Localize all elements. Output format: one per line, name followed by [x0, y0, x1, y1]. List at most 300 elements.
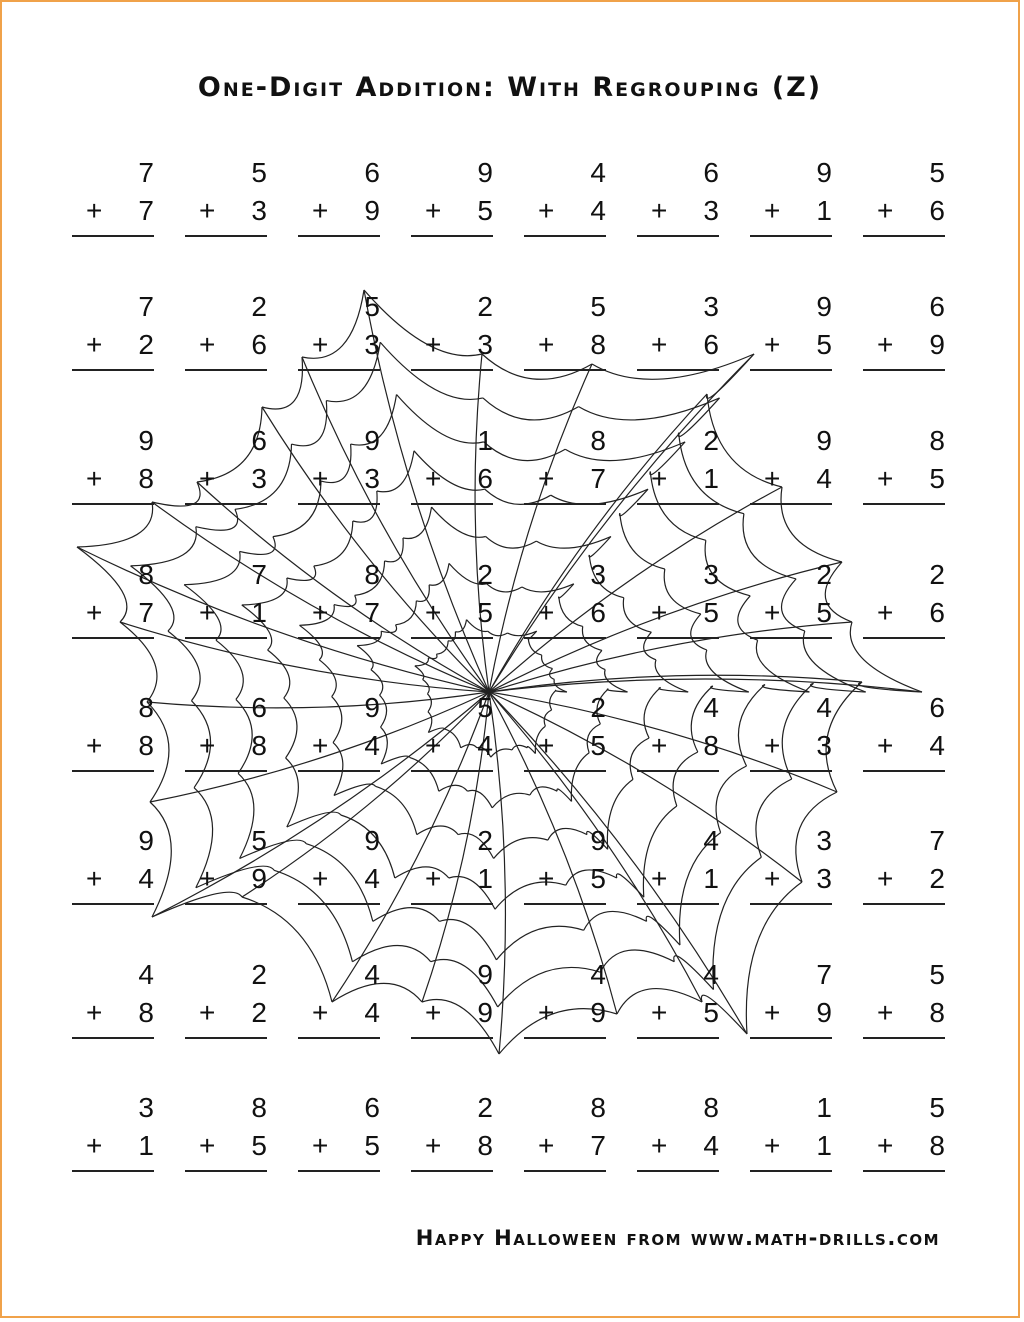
addend-row	[72, 1130, 154, 1172]
addend-top: 7	[138, 291, 154, 322]
addition-problem	[298, 959, 384, 1039]
addition-problem	[411, 825, 497, 905]
plus-sign: +	[877, 863, 894, 894]
addend-top: 4	[138, 959, 154, 990]
addend-bottom: 1	[703, 463, 719, 494]
addition-problem	[637, 425, 723, 505]
addend-row	[411, 329, 493, 371]
plus-sign: +	[764, 1130, 781, 1161]
plus-sign: +	[764, 329, 781, 360]
addend-bottom: 5	[590, 863, 606, 894]
addition-problem	[637, 1092, 723, 1172]
addend-bottom: 9	[816, 997, 832, 1028]
addend-row	[637, 730, 719, 772]
addend-row	[72, 863, 154, 905]
addend-row	[298, 463, 380, 505]
addend-bottom: 2	[929, 863, 945, 894]
addend-bottom: 3	[364, 463, 380, 494]
addend-bottom: 7	[138, 195, 154, 226]
addend-top: 2	[477, 559, 493, 590]
addend-top: 2	[477, 1092, 493, 1123]
addend-top: 7	[816, 959, 832, 990]
addition-problem	[637, 559, 723, 639]
addend-bottom: 4	[364, 997, 380, 1028]
plus-sign: +	[199, 597, 216, 628]
plus-sign: +	[764, 195, 781, 226]
addend-row	[411, 195, 493, 237]
addend-bottom: 3	[477, 329, 493, 360]
addend-row	[637, 597, 719, 639]
addend-bottom: 1	[251, 597, 267, 628]
addition-problem	[637, 692, 723, 772]
addend-bottom: 4	[929, 730, 945, 761]
addition-problem	[72, 425, 158, 505]
addition-problem	[185, 559, 271, 639]
addition-problem	[411, 425, 497, 505]
addition-problem	[750, 692, 836, 772]
addend-top: 9	[477, 157, 493, 188]
plus-sign: +	[425, 195, 442, 226]
addend-top: 2	[929, 559, 945, 590]
addition-problem	[298, 692, 384, 772]
plus-sign: +	[425, 329, 442, 360]
addend-bottom: 8	[929, 1130, 945, 1161]
addition-problem	[72, 291, 158, 371]
plus-sign: +	[425, 997, 442, 1028]
addend-row	[524, 463, 606, 505]
addition-problem	[750, 157, 836, 237]
addition-problem	[863, 959, 949, 1039]
addition-problem	[185, 825, 271, 905]
plus-sign: +	[651, 863, 668, 894]
problem-grid	[2, 2, 1022, 1320]
addend-row	[863, 329, 945, 371]
addend-top: 4	[364, 959, 380, 990]
addition-problem	[72, 959, 158, 1039]
plus-sign: +	[199, 463, 216, 494]
plus-sign: +	[651, 329, 668, 360]
addend-row	[72, 463, 154, 505]
addend-bottom: 8	[929, 997, 945, 1028]
worksheet-title: One-Digit Addition: With Regrouping (Z)	[197, 72, 823, 103]
addend-bottom: 6	[929, 195, 945, 226]
plus-sign: +	[651, 1130, 668, 1161]
plus-sign: +	[86, 863, 103, 894]
addend-top: 9	[364, 825, 380, 856]
plus-sign: +	[86, 597, 103, 628]
addition-problem	[524, 291, 610, 371]
plus-sign: +	[877, 195, 894, 226]
addend-bottom: 8	[477, 1130, 493, 1161]
addend-top: 6	[364, 1092, 380, 1123]
plus-sign: +	[199, 730, 216, 761]
addend-top: 5	[251, 825, 267, 856]
footer-credit: Happy Halloween from www.math-drills.com	[415, 1226, 940, 1250]
addend-bottom: 9	[590, 997, 606, 1028]
addend-bottom: 1	[138, 1130, 154, 1161]
plus-sign: +	[199, 997, 216, 1028]
addend-row	[411, 597, 493, 639]
plus-sign: +	[651, 730, 668, 761]
plus-sign: +	[425, 597, 442, 628]
addition-problem	[863, 559, 949, 639]
plus-sign: +	[538, 597, 555, 628]
addend-top: 8	[929, 425, 945, 456]
addend-row	[524, 597, 606, 639]
addend-top: 9	[138, 825, 154, 856]
addend-row	[637, 997, 719, 1039]
plus-sign: +	[538, 329, 555, 360]
addition-problem	[524, 1092, 610, 1172]
addend-bottom: 1	[477, 863, 493, 894]
addend-top: 1	[816, 1092, 832, 1123]
addend-bottom: 3	[251, 463, 267, 494]
addend-top: 3	[703, 559, 719, 590]
addend-top: 2	[251, 959, 267, 990]
addend-row	[185, 863, 267, 905]
addition-problem	[298, 825, 384, 905]
addend-top: 5	[929, 157, 945, 188]
addend-row	[524, 730, 606, 772]
addend-row	[185, 463, 267, 505]
addend-bottom: 6	[929, 597, 945, 628]
plus-sign: +	[764, 597, 781, 628]
addition-problem	[524, 692, 610, 772]
addend-bottom: 4	[703, 1130, 719, 1161]
addend-bottom: 5	[816, 597, 832, 628]
addition-problem	[863, 825, 949, 905]
plus-sign: +	[199, 1130, 216, 1161]
addition-problem	[524, 157, 610, 237]
addition-problem	[750, 959, 836, 1039]
plus-sign: +	[764, 997, 781, 1028]
addend-bottom: 9	[477, 997, 493, 1028]
addend-bottom: 4	[477, 730, 493, 761]
addend-row	[863, 1130, 945, 1172]
addend-top: 2	[251, 291, 267, 322]
addend-top: 6	[251, 692, 267, 723]
addition-problem	[185, 157, 271, 237]
addition-problem	[411, 559, 497, 639]
addend-bottom: 5	[816, 329, 832, 360]
addend-bottom: 8	[590, 329, 606, 360]
addend-row	[298, 997, 380, 1039]
addend-top: 3	[703, 291, 719, 322]
addition-problem	[298, 291, 384, 371]
addition-problem	[298, 157, 384, 237]
addition-problem	[750, 825, 836, 905]
addend-top: 5	[929, 959, 945, 990]
addend-bottom: 2	[251, 997, 267, 1028]
addend-bottom: 7	[590, 463, 606, 494]
addend-row	[524, 329, 606, 371]
addend-row	[298, 597, 380, 639]
addition-problem	[411, 291, 497, 371]
addend-bottom: 9	[251, 863, 267, 894]
addition-problem	[185, 692, 271, 772]
addend-top: 4	[703, 825, 719, 856]
plus-sign: +	[199, 195, 216, 226]
plus-sign: +	[86, 730, 103, 761]
addend-row	[863, 463, 945, 505]
addition-problem	[863, 291, 949, 371]
addend-row	[863, 997, 945, 1039]
addend-bottom: 4	[364, 730, 380, 761]
plus-sign: +	[877, 997, 894, 1028]
addend-top: 8	[364, 559, 380, 590]
addend-top: 7	[929, 825, 945, 856]
plus-sign: +	[538, 195, 555, 226]
addend-top: 2	[477, 825, 493, 856]
addition-problem	[185, 291, 271, 371]
addition-problem	[72, 1092, 158, 1172]
addend-row	[411, 1130, 493, 1172]
addend-bottom: 5	[703, 997, 719, 1028]
addend-row	[185, 1130, 267, 1172]
addend-row	[750, 463, 832, 505]
plus-sign: +	[312, 597, 329, 628]
addend-top: 9	[816, 425, 832, 456]
addend-bottom: 6	[251, 329, 267, 360]
plus-sign: +	[199, 329, 216, 360]
addend-bottom: 5	[477, 195, 493, 226]
plus-sign: +	[312, 195, 329, 226]
addend-row	[298, 329, 380, 371]
addend-row	[750, 597, 832, 639]
plus-sign: +	[312, 1130, 329, 1161]
plus-sign: +	[877, 730, 894, 761]
addend-top: 7	[251, 559, 267, 590]
plus-sign: +	[312, 463, 329, 494]
addition-problem	[750, 1092, 836, 1172]
plus-sign: +	[538, 1130, 555, 1161]
addend-top: 9	[364, 692, 380, 723]
addition-problem	[750, 425, 836, 505]
addend-bottom: 5	[929, 463, 945, 494]
addend-top: 1	[477, 425, 493, 456]
addend-row	[411, 997, 493, 1039]
plus-sign: +	[425, 730, 442, 761]
addend-bottom: 5	[364, 1130, 380, 1161]
plus-sign: +	[651, 463, 668, 494]
plus-sign: +	[86, 997, 103, 1028]
addend-top: 4	[590, 157, 606, 188]
addend-bottom: 2	[138, 329, 154, 360]
addition-problem	[185, 1092, 271, 1172]
addend-bottom: 7	[590, 1130, 606, 1161]
addend-bottom: 5	[477, 597, 493, 628]
addend-row	[863, 730, 945, 772]
addend-bottom: 8	[251, 730, 267, 761]
addend-top: 5	[364, 291, 380, 322]
addition-problem	[637, 157, 723, 237]
plus-sign: +	[86, 1130, 103, 1161]
plus-sign: +	[538, 863, 555, 894]
addend-row	[637, 1130, 719, 1172]
plus-sign: +	[425, 1130, 442, 1161]
addition-problem	[72, 692, 158, 772]
addend-row	[72, 597, 154, 639]
addend-bottom: 9	[929, 329, 945, 360]
addend-bottom: 3	[816, 730, 832, 761]
addend-row	[72, 329, 154, 371]
addend-top: 6	[929, 692, 945, 723]
addend-top: 7	[138, 157, 154, 188]
plus-sign: +	[764, 863, 781, 894]
addend-bottom: 1	[816, 1130, 832, 1161]
addend-top: 2	[816, 559, 832, 590]
addend-top: 3	[816, 825, 832, 856]
addend-top: 9	[477, 959, 493, 990]
addition-problem	[411, 959, 497, 1039]
plus-sign: +	[877, 597, 894, 628]
addend-bottom: 4	[816, 463, 832, 494]
addend-row	[637, 463, 719, 505]
plus-sign: +	[199, 863, 216, 894]
plus-sign: +	[538, 730, 555, 761]
addend-top: 6	[251, 425, 267, 456]
plus-sign: +	[312, 997, 329, 1028]
addition-problem	[298, 559, 384, 639]
plus-sign: +	[538, 997, 555, 1028]
addition-problem	[637, 959, 723, 1039]
plus-sign: +	[764, 463, 781, 494]
addend-bottom: 3	[364, 329, 380, 360]
addend-row	[185, 997, 267, 1039]
addend-top: 6	[929, 291, 945, 322]
addend-top: 3	[590, 559, 606, 590]
addend-row	[185, 597, 267, 639]
addend-top: 8	[138, 692, 154, 723]
addend-bottom: 6	[590, 597, 606, 628]
addition-problem	[863, 157, 949, 237]
addend-bottom: 5	[590, 730, 606, 761]
addend-bottom: 8	[703, 730, 719, 761]
addend-row	[750, 1130, 832, 1172]
addend-row	[298, 1130, 380, 1172]
addend-row	[298, 863, 380, 905]
addend-bottom: 5	[251, 1130, 267, 1161]
plus-sign: +	[877, 1130, 894, 1161]
addend-bottom: 4	[364, 863, 380, 894]
addend-top: 8	[251, 1092, 267, 1123]
addend-top: 9	[816, 157, 832, 188]
addend-bottom: 6	[703, 329, 719, 360]
addition-problem	[298, 425, 384, 505]
addend-row	[637, 863, 719, 905]
addition-problem	[72, 559, 158, 639]
addend-row	[637, 195, 719, 237]
addend-top: 9	[364, 425, 380, 456]
addend-row	[637, 329, 719, 371]
addend-row	[72, 195, 154, 237]
addend-top: 8	[703, 1092, 719, 1123]
addend-row	[863, 863, 945, 905]
addend-bottom: 3	[251, 195, 267, 226]
addition-problem	[72, 825, 158, 905]
addend-row	[411, 730, 493, 772]
addend-top: 8	[138, 559, 154, 590]
addend-row	[72, 997, 154, 1039]
addend-bottom: 1	[816, 195, 832, 226]
addend-row	[750, 730, 832, 772]
addition-problem	[185, 425, 271, 505]
plus-sign: +	[312, 730, 329, 761]
addend-row	[524, 1130, 606, 1172]
addend-top: 2	[590, 692, 606, 723]
addend-row	[863, 195, 945, 237]
plus-sign: +	[86, 329, 103, 360]
plus-sign: +	[312, 863, 329, 894]
addition-problem	[185, 959, 271, 1039]
addend-top: 2	[703, 425, 719, 456]
addition-problem	[637, 291, 723, 371]
addend-top: 3	[138, 1092, 154, 1123]
plus-sign: +	[312, 329, 329, 360]
addend-row	[524, 997, 606, 1039]
addend-row	[72, 730, 154, 772]
addend-row	[185, 195, 267, 237]
addend-top: 4	[703, 959, 719, 990]
addend-top: 2	[477, 291, 493, 322]
addend-row	[185, 730, 267, 772]
addend-row	[298, 195, 380, 237]
plus-sign: +	[651, 997, 668, 1028]
addition-problem	[524, 425, 610, 505]
addend-row	[411, 863, 493, 905]
addend-top: 4	[590, 959, 606, 990]
addend-top: 8	[590, 425, 606, 456]
addend-bottom: 7	[138, 597, 154, 628]
addend-top: 4	[816, 692, 832, 723]
addition-problem	[637, 825, 723, 905]
addend-row	[863, 597, 945, 639]
plus-sign: +	[877, 463, 894, 494]
addend-row	[750, 863, 832, 905]
addend-bottom: 3	[816, 863, 832, 894]
addend-row	[750, 329, 832, 371]
addend-bottom: 1	[703, 863, 719, 894]
addend-row	[298, 730, 380, 772]
addition-problem	[750, 559, 836, 639]
addition-problem	[863, 1092, 949, 1172]
addend-top: 5	[929, 1092, 945, 1123]
addend-bottom: 3	[703, 195, 719, 226]
addend-bottom: 5	[703, 597, 719, 628]
plus-sign: +	[425, 463, 442, 494]
addition-problem	[863, 425, 949, 505]
addition-problem	[411, 157, 497, 237]
addend-bottom: 9	[364, 195, 380, 226]
plus-sign: +	[86, 195, 103, 226]
plus-sign: +	[86, 463, 103, 494]
plus-sign: +	[764, 730, 781, 761]
addition-problem	[72, 157, 158, 237]
addend-top: 4	[703, 692, 719, 723]
addend-row	[750, 997, 832, 1039]
addition-problem	[524, 825, 610, 905]
addition-problem	[524, 559, 610, 639]
addend-top: 6	[703, 157, 719, 188]
addition-problem	[411, 692, 497, 772]
addition-problem	[298, 1092, 384, 1172]
addend-row	[185, 329, 267, 371]
addend-row	[411, 463, 493, 505]
addend-bottom: 6	[477, 463, 493, 494]
addition-problem	[524, 959, 610, 1039]
addend-bottom: 8	[138, 463, 154, 494]
plus-sign: +	[425, 863, 442, 894]
